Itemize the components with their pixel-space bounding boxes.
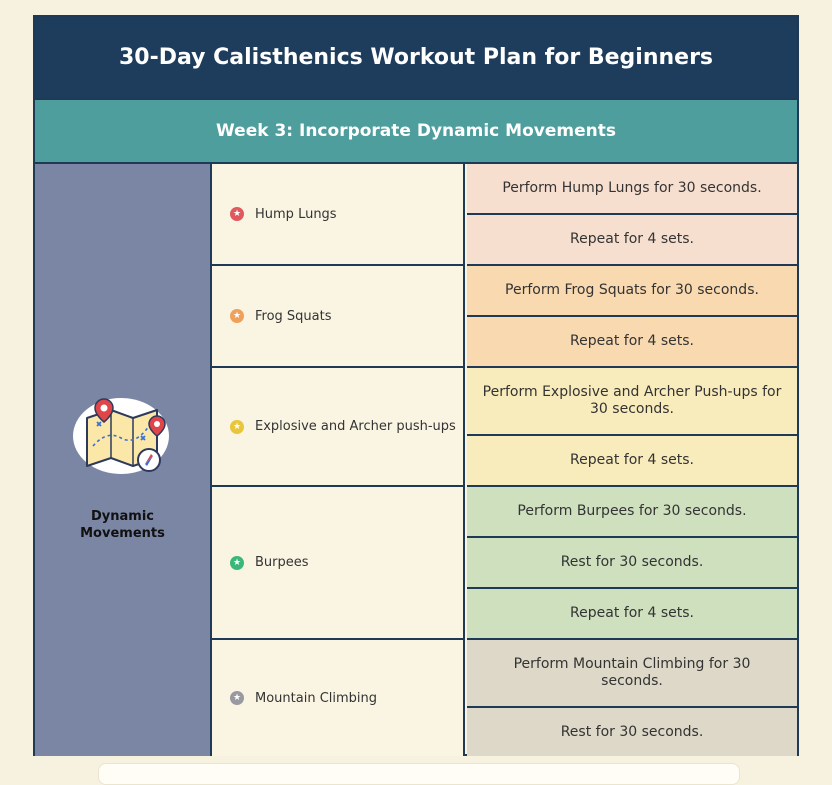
exercise-name: Hump Lungs [255, 206, 337, 222]
category-cell [35, 164, 212, 756]
star-icon: ★ [230, 420, 244, 434]
step-cell: Perform Explosive and Archer Push-ups for 30 seconds. [467, 368, 799, 436]
exercise-name: Frog Squats [255, 308, 332, 324]
category-label-line2: Movements [80, 526, 165, 541]
star-icon: ★ [230, 207, 244, 221]
exercise-name: Explosive and Archer push-ups [255, 419, 456, 434]
step-cell: Repeat for 4 sets. [467, 436, 799, 487]
plan-title: 30-Day Calisthenics Workout Plan for Beginners [35, 17, 797, 100]
week-heading: Week 3: Incorporate Dynamic Movements [35, 100, 797, 164]
exercise-row-frog-squats [212, 266, 465, 368]
step-cell: Repeat for 4 sets. [467, 317, 799, 368]
step-cell: Rest for 30 seconds. [467, 538, 799, 589]
step-cell: Repeat for 4 sets. [467, 589, 799, 640]
step-cell: Perform Frog Squats for 30 seconds. [467, 266, 799, 317]
step-cell: Repeat for 4 sets. [467, 215, 799, 266]
step-cell: Perform Mountain Climbing for 30 seconds. [467, 640, 799, 708]
bottom-edge-panel [98, 763, 740, 785]
exercise-name: Burpees [255, 555, 309, 570]
star-icon: ★ [230, 556, 244, 570]
workout-plan-table [33, 15, 799, 756]
exercise-row-burpees [212, 487, 465, 640]
step-cell: Perform Burpees for 30 seconds. [467, 487, 799, 538]
exercise-name: Mountain Climbing [255, 690, 378, 706]
step-cell: Perform Hump Lungs for 30 seconds. [467, 164, 799, 215]
step-cell: Rest for 30 seconds. [467, 708, 799, 756]
category-label-line1: Dynamic [90, 509, 154, 524]
map-icon [71, 396, 171, 476]
star-icon: ★ [230, 309, 244, 323]
exercise-row-hump-lungs [212, 164, 465, 266]
category-label [35, 508, 210, 542]
star-icon: ★ [230, 691, 244, 705]
exercise-row-explosive-archer-pushups [212, 368, 465, 487]
exercise-row-mountain-climbing [212, 640, 465, 756]
